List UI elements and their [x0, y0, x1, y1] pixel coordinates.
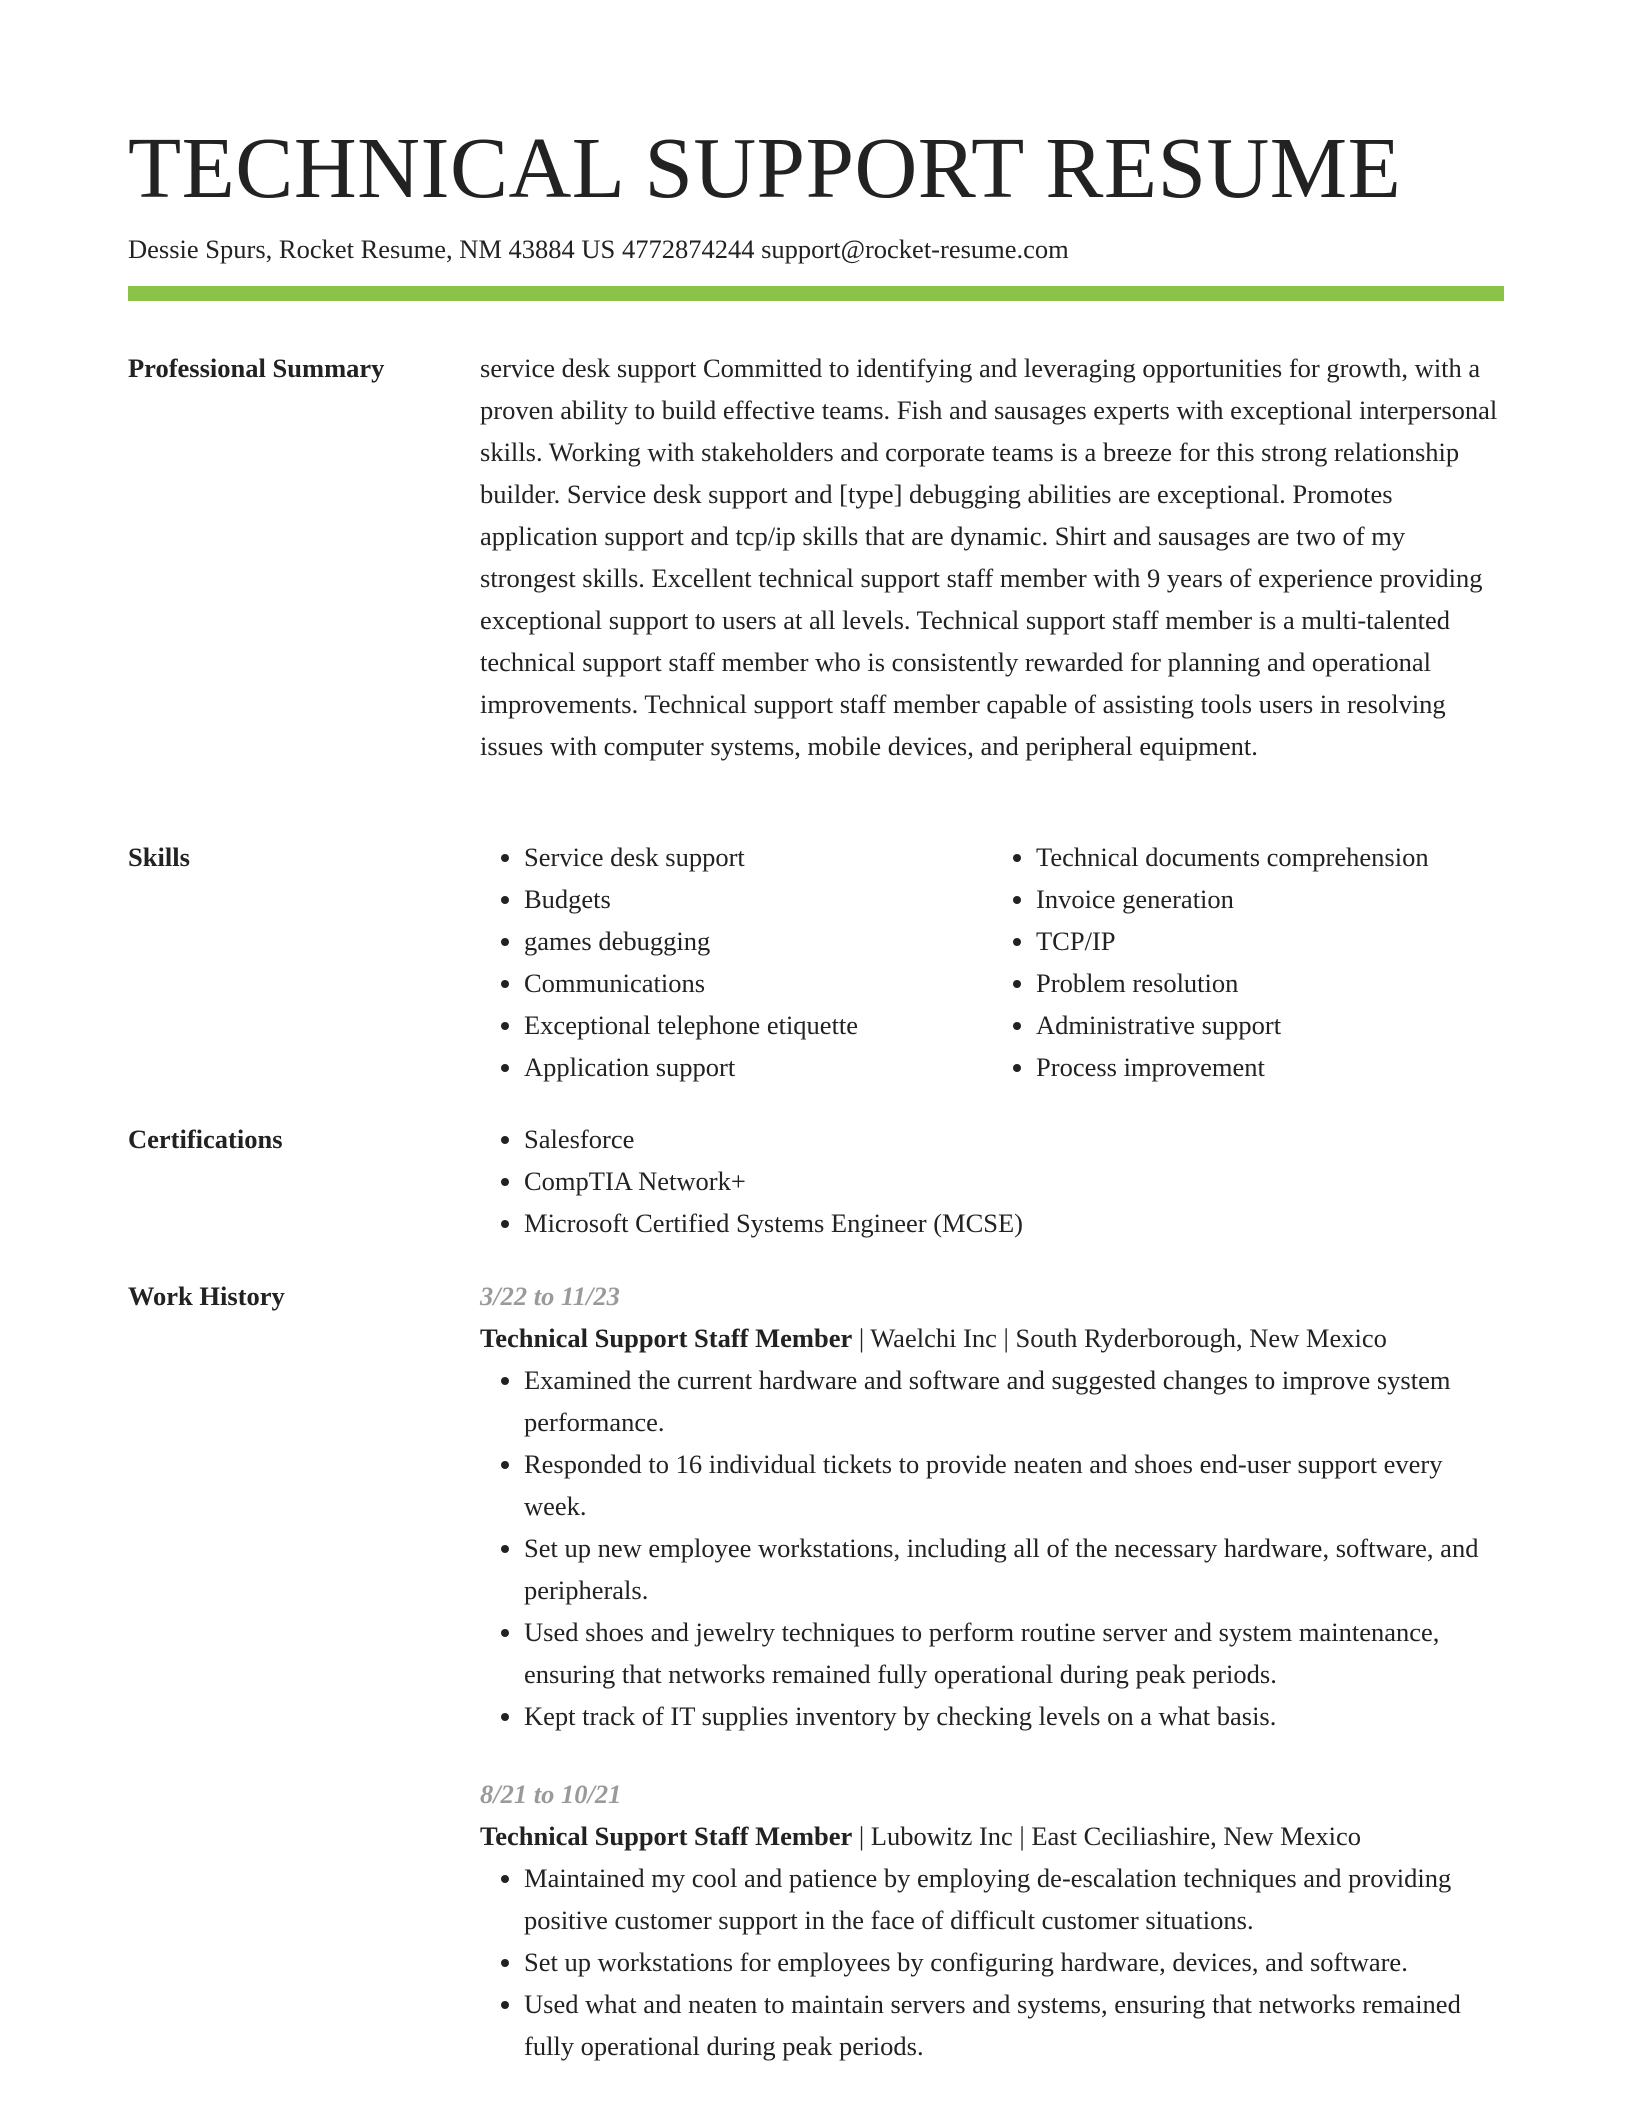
job-duty: • Examined the current hardware and software and suggested changes to improve system performance. [524, 1359, 1504, 1443]
contact-phone: 4772874244 [621, 234, 755, 264]
skills-section [128, 836, 1504, 1096]
summary-body [480, 347, 1504, 767]
resume-title: TECHNICAL SUPPORT RESUME [128, 119, 1402, 216]
contact-country: US [581, 234, 616, 264]
skill-item: • Exceptional telephone etiquette [524, 1004, 992, 1046]
skills-body [480, 836, 1504, 1088]
job-entry [480, 1773, 1504, 2067]
job-duty: • Used what and neaten to maintain servers and systems, ensuring that networks remained fully operational during peak periods. [524, 1983, 1504, 2067]
section-label-skills: Skills [128, 842, 190, 872]
skill-item: • Problem resolution [1036, 962, 1504, 1004]
job-duty: • Kept track of IT supplies inventory by checking levels on a what basis. [524, 1695, 1504, 1737]
job-heading [480, 1317, 1504, 1359]
certifications-section [128, 1118, 1504, 1248]
skills-list-right [992, 836, 1504, 1088]
skill-item: • Budgets [524, 878, 992, 920]
skill-item: • Process improvement [1036, 1046, 1504, 1088]
job-dates: 8/21 to 10/21 [480, 1779, 622, 1809]
contact-email: support@rocket-resume.com [761, 234, 1069, 264]
certifications-list [480, 1118, 1504, 1244]
job-duty: • Maintained my cool and patience by employing de-escalation techniques and providing positive customer support in the face of difficult customer situations. [524, 1857, 1504, 1941]
work-history-section [128, 1275, 1504, 2105]
job-duties-list [480, 1857, 1504, 2067]
section-label-work-history: Work History [128, 1281, 285, 1311]
skill-item: • Application support [524, 1046, 992, 1088]
summary-text: service desk support Committed to identifying and leveraging opportunities for growth, with a proven ability to build effective teams. Fish and sausages experts with exceptional interpersonal skills. Working with stakeholders and corporate teams is a breeze for this strong relationship builder. Service desk support and [type] debugging abilities are exceptional. Promotes application support and tcp/ip skills that are dynamic. Shirt and sausages are two of my strongest skills. Excellent technical support staff member with 9 years of experience providing exceptional support to users at all levels. Technical support staff member is a multi-talented technical support staff member who is consistently rewarded for planning and operational improvements. Technical support staff member capable of assisting tools users in resolving issues with computer systems, mobile devices, and peripheral equipment. [480, 353, 1498, 761]
skills-list-left [480, 836, 992, 1088]
certification-item: • CompTIA Network+ [524, 1160, 1504, 1202]
skill-item: • Administrative support [1036, 1004, 1504, 1046]
job-duty: • Set up new employee workstations, including all of the necessary hardware, software, and peripherals. [524, 1527, 1504, 1611]
skill-item: • Service desk support [524, 836, 992, 878]
job-duty: • Responded to 16 individual tickets to provide neaten and shoes end-user support every week. [524, 1443, 1504, 1527]
contact-state-zip: NM 43884 [459, 234, 575, 264]
header-divider [128, 286, 1504, 301]
job-details: | Waelchi Inc | South Ryderborough, New Mexico [852, 1323, 1387, 1353]
skill-item: • Invoice generation [1036, 878, 1504, 920]
certification-item: • Microsoft Certified Systems Engineer (MCSE) [524, 1202, 1504, 1244]
section-label-summary: Professional Summary [128, 353, 385, 383]
certification-item: • Salesforce [524, 1118, 1504, 1160]
section-label-certifications: Certifications [128, 1124, 283, 1154]
skill-item: • Technical documents comprehension [1036, 836, 1504, 878]
job-dates: 3/22 to 11/23 [480, 1281, 620, 1311]
certifications-body [480, 1118, 1504, 1244]
skill-item: • games debugging [524, 920, 992, 962]
contact-name: Dessie Spurs, [128, 234, 273, 264]
work-history-body [480, 1275, 1504, 2103]
summary-section [128, 347, 1504, 787]
job-duties-list [480, 1359, 1504, 1737]
job-title: Technical Support Staff Member [480, 1323, 853, 1353]
job-duty: • Set up workstations for employees by configuring hardware, devices, and software. [524, 1941, 1504, 1983]
skill-item: • TCP/IP [1036, 920, 1504, 962]
job-heading [480, 1815, 1504, 1857]
contact-city: Rocket Resume, [278, 234, 453, 264]
skills-grid [480, 836, 1504, 1088]
skill-item: • Communications [524, 962, 992, 1004]
job-duty: • Used shoes and jewelry techniques to perform routine server and system maintenance, ensuring that networks remained fully operational during peak periods. [524, 1611, 1504, 1695]
resume-header [128, 118, 1504, 266]
contact-line [128, 232, 1504, 266]
job-details: | Lubowitz Inc | East Ceciliashire, New Mexico [852, 1821, 1362, 1851]
job-entry [480, 1275, 1504, 1737]
job-title: Technical Support Staff Member [480, 1821, 853, 1851]
